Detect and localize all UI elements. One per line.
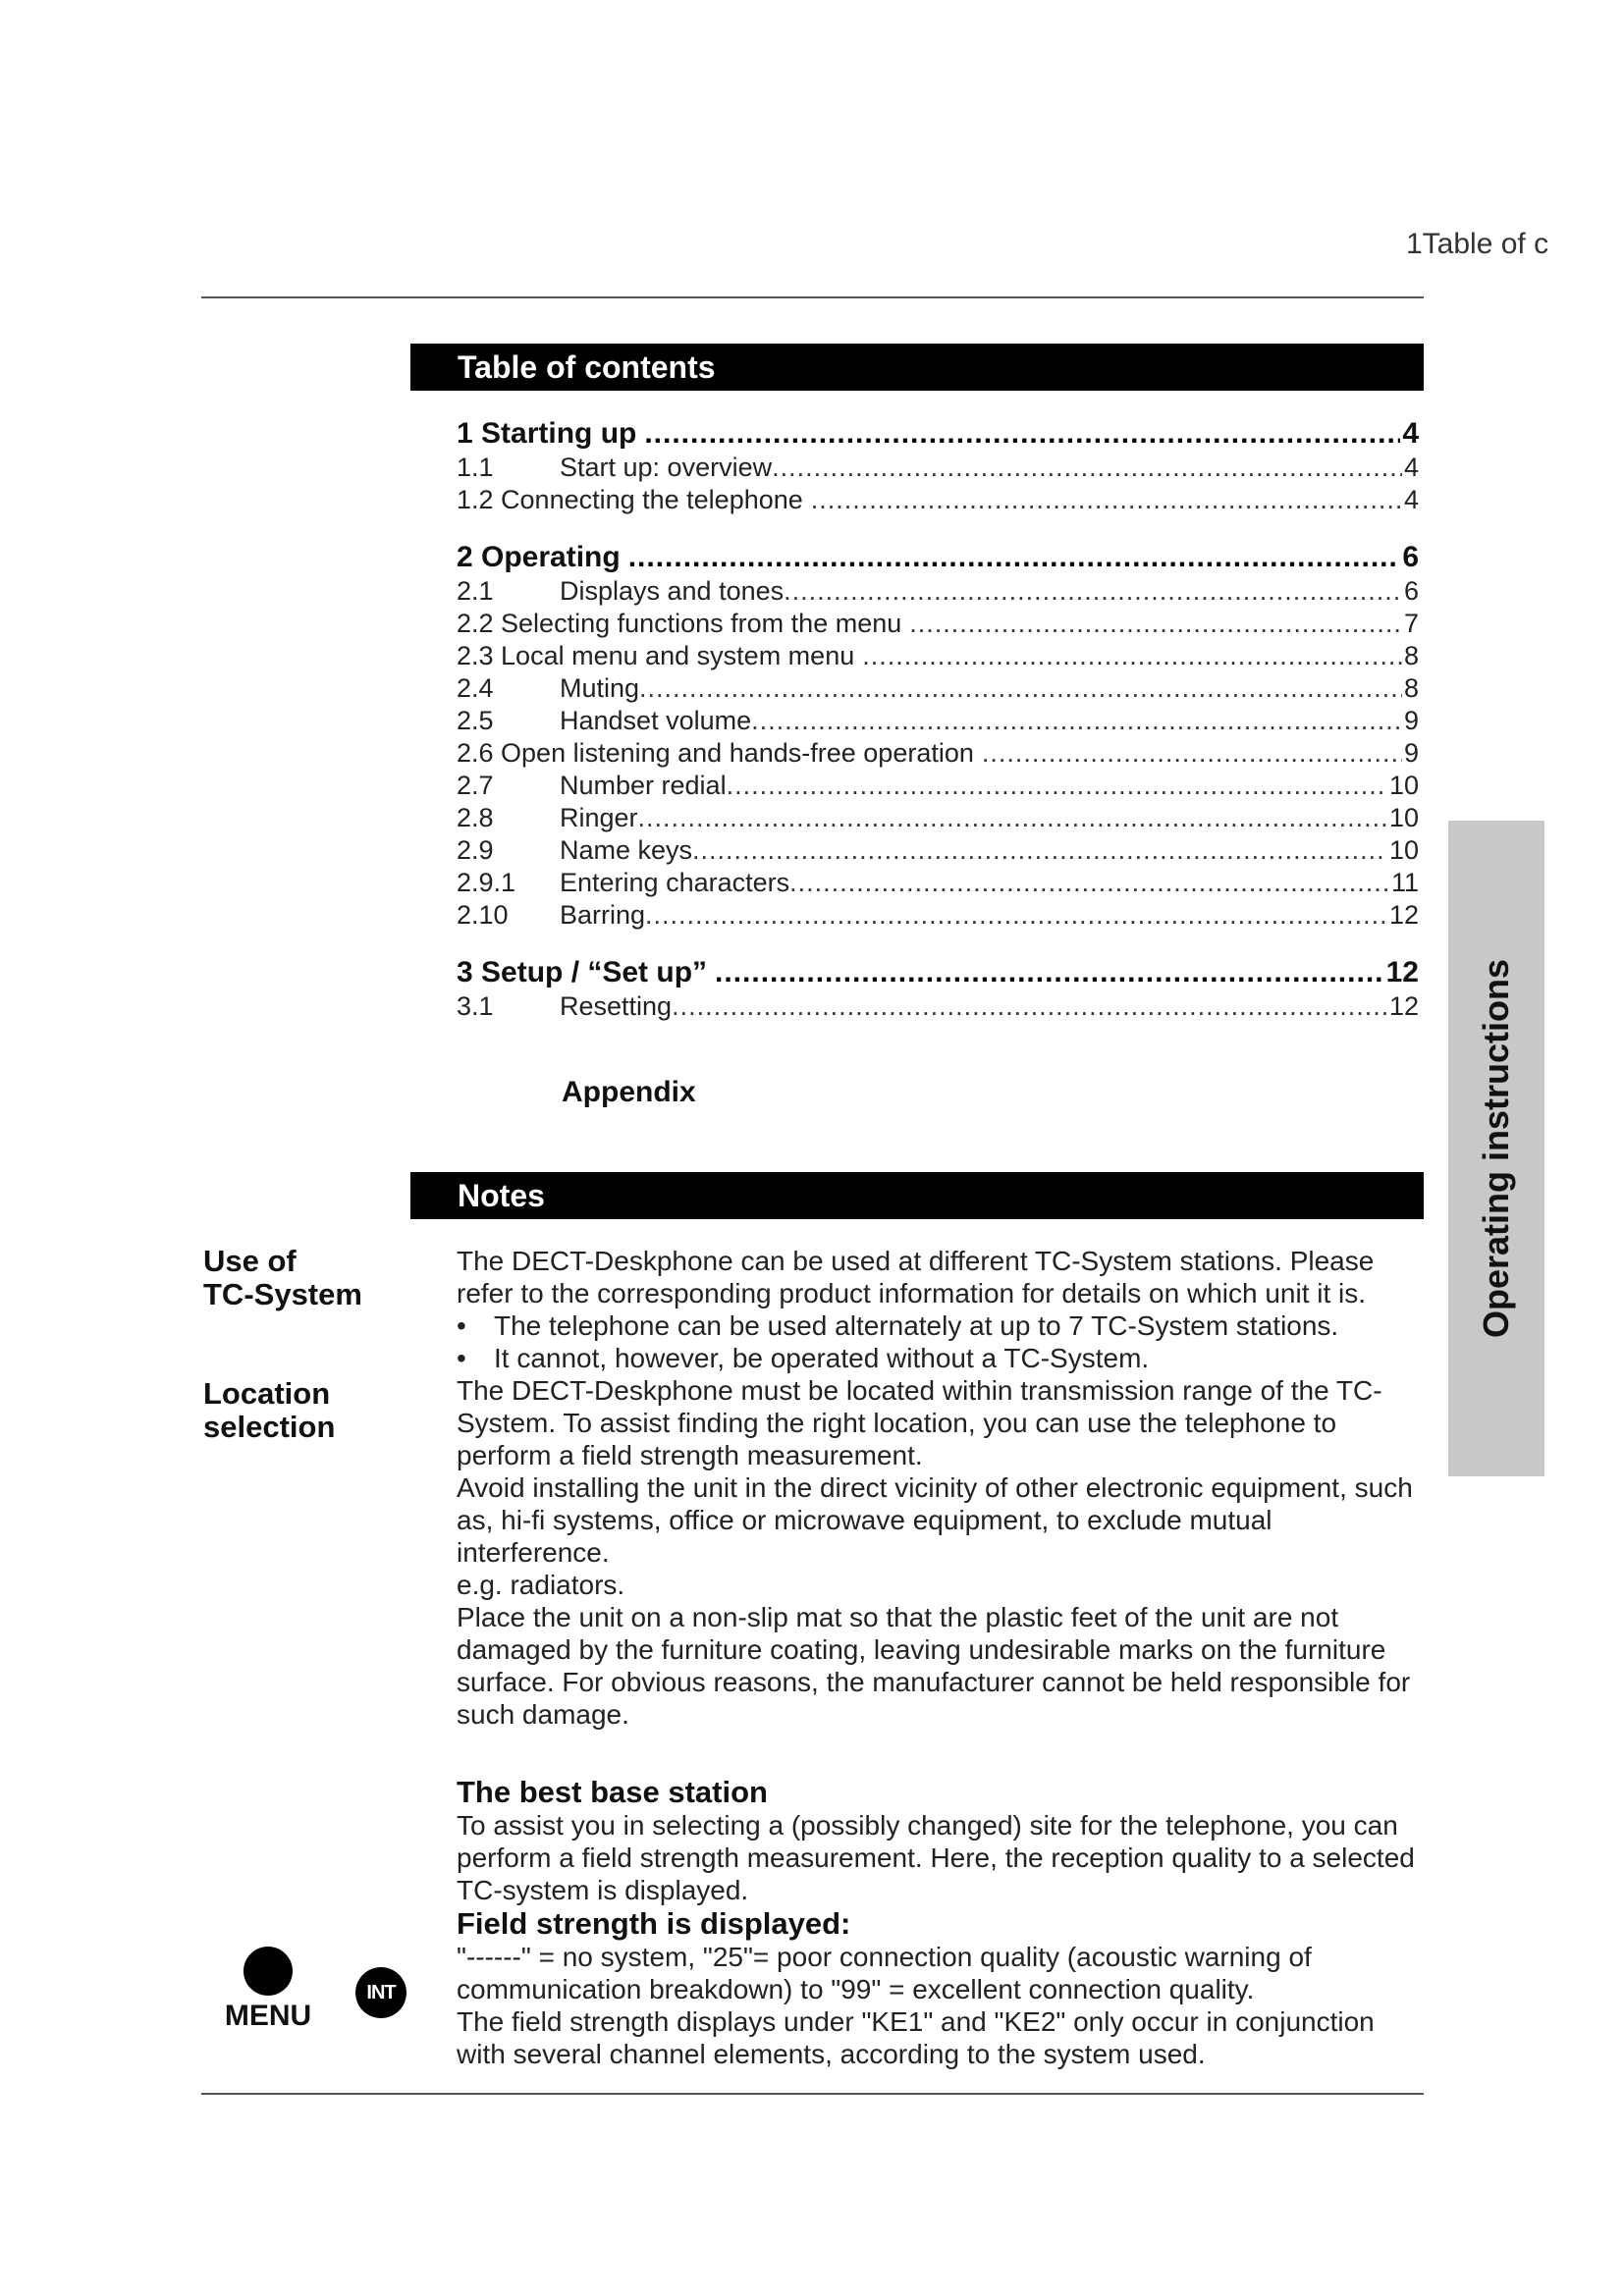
use-paragraph: The DECT-Deskphone can be used at different TC-System stations. Please refer to the corresponding product information for details on which unit it is. (457, 1246, 1375, 1308)
toc-entry-number: 2.9 (457, 835, 494, 865)
toc-entry[interactable] (457, 540, 1419, 575)
toc-entry[interactable] (457, 834, 1419, 867)
toc-entry-page: 9 (1403, 706, 1419, 735)
toc-entry-label: Ringer (560, 803, 638, 832)
toc-entry-number: 3 Setup / “Set up” (457, 956, 708, 988)
toc-entry-page: 4 (1402, 417, 1419, 450)
toc-dot-leader (772, 452, 1402, 484)
toc-entry[interactable] (457, 737, 1419, 770)
toc-dot-leader (638, 802, 1387, 834)
toc-entry-number: 1.1 (457, 453, 494, 482)
toc-entry-number: 3.1 (457, 991, 494, 1021)
toc-entry-page: 10 (1388, 835, 1419, 865)
toc-entry-page: 8 (1403, 641, 1419, 670)
toc-entry-number: 1.2 Connecting the telephone (457, 485, 803, 514)
toc-entry-number: 2.2 Selecting functions from the menu (457, 609, 902, 638)
notes-body (457, 1245, 1424, 1731)
toc-entry[interactable] (457, 672, 1419, 705)
toc-entry[interactable] (457, 802, 1419, 834)
notes-title-bar: Notes (410, 1172, 1424, 1219)
field-strength-body (457, 1941, 1424, 2070)
side-tab-label: Operating instructions (1476, 958, 1516, 1339)
toc-entry-page: 6 (1402, 541, 1419, 573)
toc-dot-leader (639, 672, 1402, 705)
toc-entry-label: Muting (560, 673, 640, 703)
best-base-body (457, 1809, 1424, 1906)
toc-entry[interactable] (457, 705, 1419, 737)
toc-entry-label: Start up: overview (560, 453, 773, 482)
bottom-rule (201, 2093, 1424, 2095)
int-key-icon: INT (355, 1967, 406, 2018)
toc-dot-leader (982, 737, 1402, 770)
toc-entry-page: 12 (1385, 956, 1419, 988)
toc-dot-leader (645, 899, 1387, 932)
location-paragraph: The DECT-Deskphone must be located within transmission range of the TC-System. To assist finding the right location, you can use the telephone to perform a field strength measurement. (457, 1375, 1382, 1470)
toc-entry[interactable] (457, 955, 1419, 990)
toc-entry[interactable] (457, 416, 1419, 452)
toc-entry-label: Displays and tones (560, 576, 785, 606)
toc-dot-leader (862, 640, 1402, 672)
field-strength-heading: Field strength is displayed: (457, 1906, 851, 1941)
toc-entry-number: 2.6 Open listening and hands-free operation (457, 738, 974, 768)
best-base-paragraph: To assist you in selecting a (possibly changed) site for the telephone, you can perform a field strength measurement. Here, the reception quality to a selected TC-system is displayed. (457, 1810, 1415, 1905)
toc-dot-leader (672, 990, 1387, 1023)
running-header: 1Table of c (1406, 228, 1549, 260)
toc-entry-page: 8 (1403, 673, 1419, 703)
toc-entry-page: 4 (1403, 453, 1419, 482)
field-strength-paragraph: "------" = no system, "25"= poor connection quality (acoustic warning of communication breakdown) to "99" = excellent connection quality. (457, 1942, 1312, 2004)
placement-paragraph: Place the unit on a non-slip mat so that the plastic feet of the unit are not damaged by the furniture coating, leaving undesirable marks on the furniture surface. For obvious reasons, the manufacturer cannot be held responsible for such damage. (457, 1602, 1411, 1730)
toc-entry-number: 2 Operating (457, 541, 621, 573)
toc-entry-number: 1 Starting up (457, 417, 637, 450)
toc-entry[interactable] (457, 575, 1419, 608)
toc-appendix: Appendix (562, 1076, 696, 1108)
toc-title-bar: Table of contents (410, 344, 1424, 391)
top-rule (201, 296, 1424, 298)
toc-dot-leader (715, 955, 1384, 990)
toc-dot-leader (727, 770, 1387, 802)
toc-entry-page: 12 (1388, 991, 1419, 1021)
toc-entry-label: Entering characters (560, 868, 790, 897)
toc-entry[interactable] (457, 608, 1419, 640)
toc-dot-leader (784, 575, 1402, 608)
toc-entry-page: 7 (1403, 609, 1419, 638)
toc-entry-number: 2.10 (457, 900, 509, 930)
toc-entry-number: 2.3 Local menu and system menu (457, 641, 855, 670)
toc-dot-leader (909, 608, 1402, 640)
menu-key (224, 1947, 312, 2033)
toc-entry[interactable] (457, 770, 1419, 802)
toc-entry-number: 2.9.1 (457, 868, 516, 897)
toc-entry[interactable] (457, 867, 1419, 899)
toc-entry-label: Barring (560, 900, 646, 930)
location-selection-label: Location selection (203, 1376, 336, 1444)
toc-entry-number: 2.4 (457, 673, 494, 703)
ke-paragraph: The field strength displays under "KE1" and "KE2" only occur in conjunction with several channel elements, according to the system used. (457, 2006, 1375, 2069)
toc-list (457, 416, 1419, 1023)
toc-entry[interactable] (457, 899, 1419, 932)
toc-entry-label: Handset volume (560, 706, 752, 735)
toc-dot-leader (644, 416, 1400, 452)
bullet-item: • The telephone can be used alternately at up to 7 TC-System stations. (457, 1309, 1424, 1342)
toc-entry-page: 6 (1403, 576, 1419, 606)
side-tab (1448, 821, 1544, 1476)
toc-entry-label: Name keys (560, 835, 693, 865)
toc-entry-page: 4 (1403, 485, 1419, 514)
toc-entry[interactable] (457, 640, 1419, 672)
toc-dot-leader (789, 867, 1389, 899)
example-paragraph: e.g. radiators. (457, 1570, 625, 1600)
toc-entry[interactable] (457, 484, 1419, 516)
bullet-item: • It cannot, however, be operated without a TC-System. (457, 1342, 1424, 1374)
toc-dot-leader (811, 484, 1402, 516)
use-of-tc-system-label: Use of TC-System (203, 1244, 362, 1311)
toc-dot-leader (628, 540, 1401, 575)
toc-entry-page: 11 (1390, 868, 1419, 897)
toc-entry-page: 9 (1403, 738, 1419, 768)
best-base-heading: The best base station (457, 1775, 768, 1809)
toc-entry-number: 2.8 (457, 803, 494, 832)
menu-key-icon (244, 1947, 293, 1996)
toc-entry-page: 12 (1388, 900, 1419, 930)
toc-entry[interactable] (457, 452, 1419, 484)
toc-entry-number: 2.1 (457, 576, 494, 606)
avoid-paragraph: Avoid installing the unit in the direct vicinity of other electronic equipment, such as, hi-fi systems, office or microwave equipment, to exclude mutual interference. (457, 1472, 1413, 1568)
toc-entry-page: 10 (1388, 771, 1419, 800)
toc-entry-number: 2.7 (457, 771, 494, 800)
toc-entry-page: 10 (1388, 803, 1419, 832)
toc-entry-label: Number redial (560, 771, 727, 800)
menu-key-label: MENU (224, 2000, 312, 2032)
toc-entry-label: Resetting (560, 991, 673, 1021)
toc-dot-leader (751, 705, 1402, 737)
toc-entry-number: 2.5 (457, 706, 494, 735)
toc-entry[interactable] (457, 990, 1419, 1023)
toc-dot-leader (692, 834, 1387, 867)
